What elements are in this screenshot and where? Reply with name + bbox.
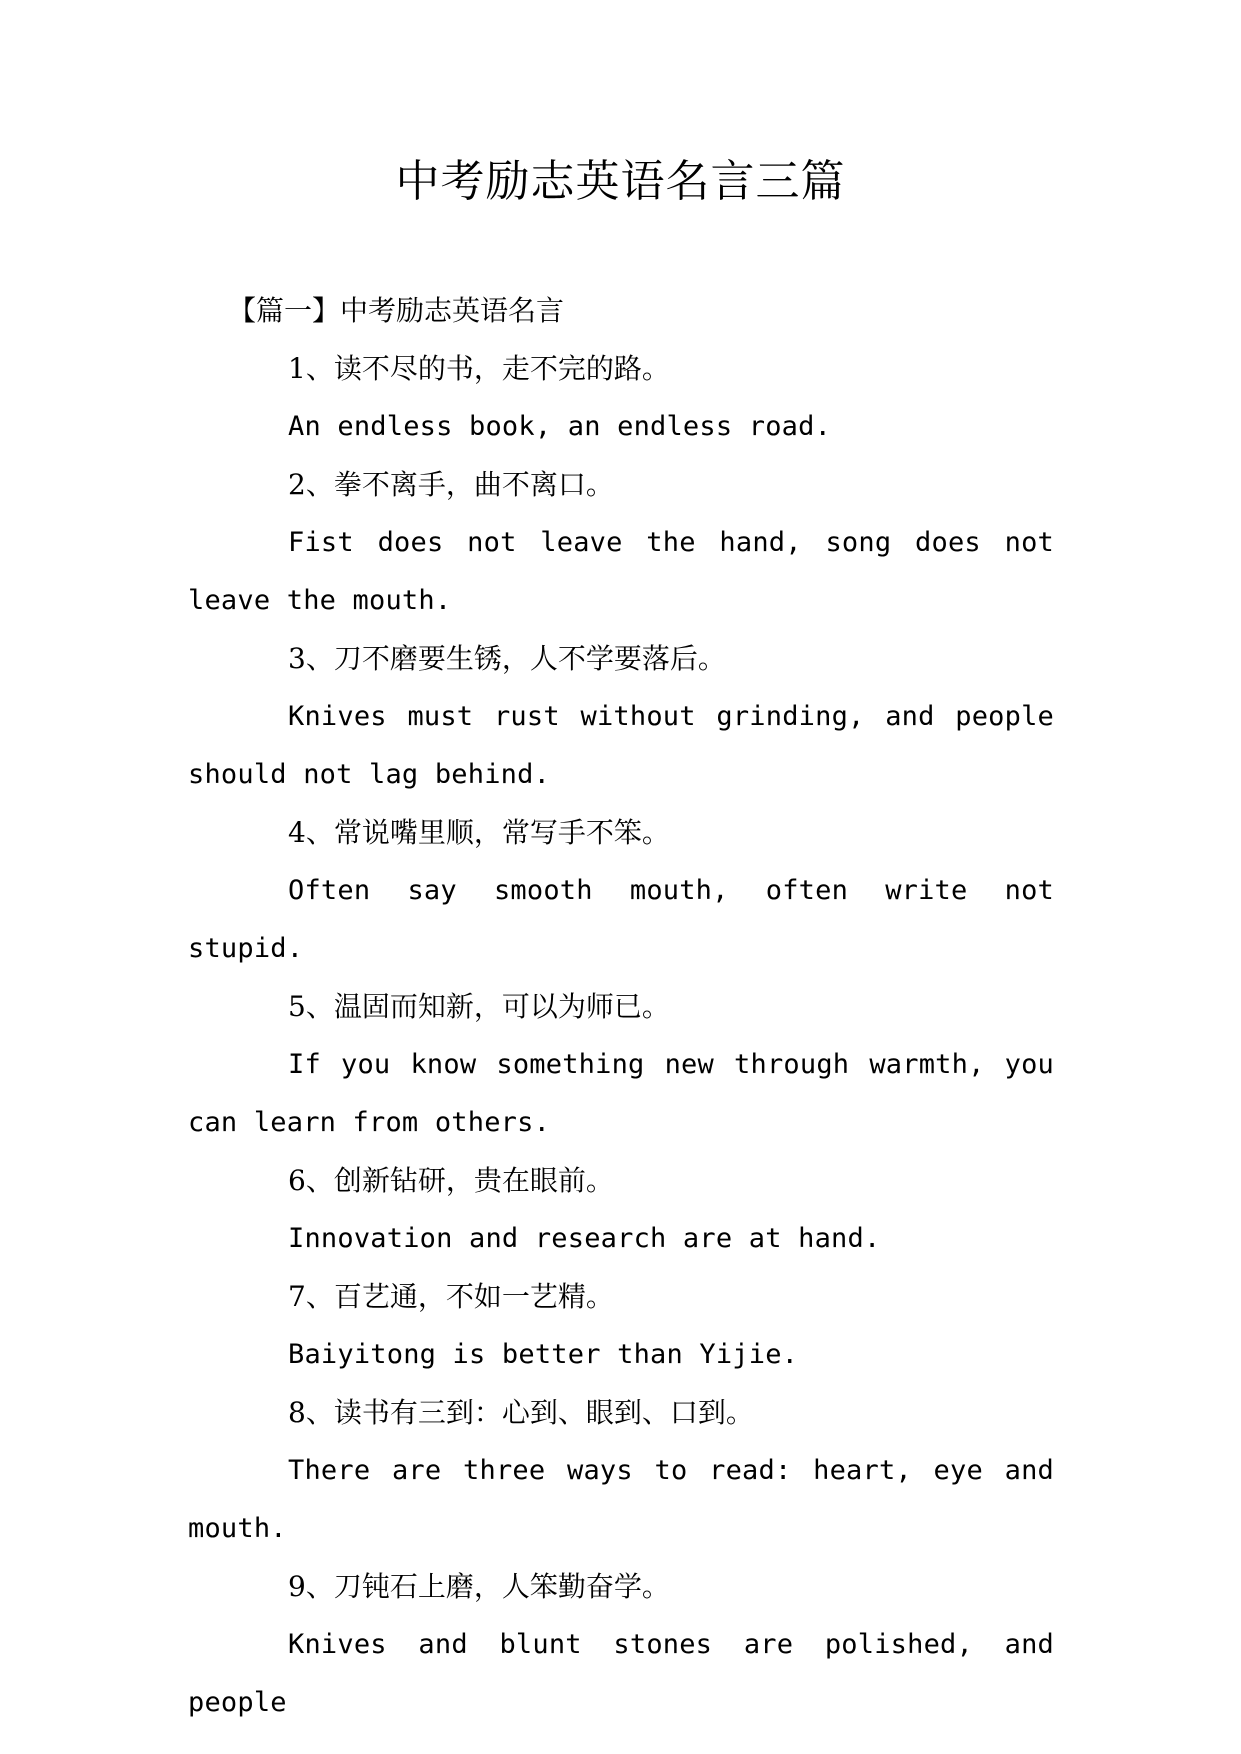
quote-en-1: An endless book, an endless road. [288, 411, 832, 442]
quote-en-9: Knives and blunt stones are polished, and people [188, 1629, 1054, 1718]
quote-en-7: Baiyitong is better than Yijie. [288, 1339, 799, 1370]
quote-zh-9: 9、刀钝石上磨，人笨勤奋学。 [288, 1570, 670, 1603]
quote-zh-1: 1、读不尽的书，走不完的路。 [288, 352, 670, 385]
quote-zh-7: 7、百艺通，不如一艺精。 [288, 1280, 614, 1313]
quote-en-6: Innovation and research are at hand. [288, 1223, 881, 1254]
quote-en-8: There are three ways to read: heart, eye and mouth. [188, 1455, 1054, 1544]
quote-en-2: Fist does not leave the hand, song does not leave the mouth. [188, 527, 1054, 616]
document-body [188, 282, 1054, 1732]
quote-zh-2: 2、拳不离手，曲不离口。 [288, 468, 614, 501]
quote-zh-4: 4、常说嘴里顺，常写手不笨。 [288, 816, 670, 849]
document-title: 中考励志英语名言三篇 [395, 156, 846, 207]
quote-en-4: Often say smooth mouth, often write not stupid. [188, 875, 1054, 964]
quote-zh-3: 3、刀不磨要生锈，人不学要落后。 [288, 642, 726, 675]
section-heading: 【篇一】中考励志英语名言 [228, 294, 565, 327]
quote-zh-6: 6、创新钻研，贵在眼前。 [288, 1164, 614, 1197]
quote-en-3: Knives must rust without grinding, and people should not lag behind. [188, 701, 1054, 790]
quote-zh-5: 5、温固而知新，可以为师已。 [288, 990, 670, 1023]
quote-en-5: If you know something new through warmth, you can learn from others. [188, 1049, 1054, 1138]
quote-zh-8: 8、读书有三到：心到、眼到、口到。 [288, 1396, 754, 1429]
